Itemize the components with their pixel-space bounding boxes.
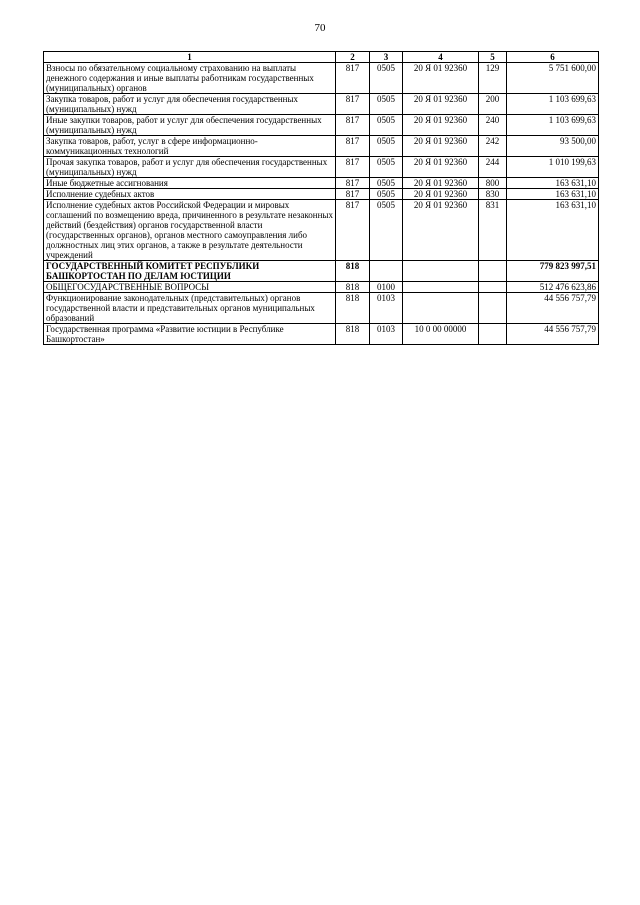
- table-cell-col-4: [403, 261, 479, 282]
- table-cell-col-4: 20 Я 01 92360: [403, 189, 479, 200]
- table-row: [44, 261, 599, 282]
- table-row: [44, 178, 599, 189]
- table-cell-col-5: [479, 324, 507, 345]
- table-cell-col-6: 1 103 699,63: [507, 94, 599, 115]
- table-cell-col-5: 830: [479, 189, 507, 200]
- table-cell-col-6: 1 010 199,63: [507, 157, 599, 178]
- table-cell-col-1: Функционирование законодательных (представительных) органов государственной власти и представительных органов муниципальных образований: [44, 293, 336, 324]
- table-cell-col-5: [479, 282, 507, 293]
- table-cell-col-4: 20 Я 01 92360: [403, 63, 479, 94]
- header-col-1: 1: [44, 52, 336, 63]
- table-cell-col-6: 163 631,10: [507, 178, 599, 189]
- table-cell-col-3: 0505: [370, 157, 403, 178]
- table-cell-col-3: 0505: [370, 115, 403, 136]
- table-cell-col-4: 10 0 00 00000: [403, 324, 479, 345]
- table-cell-col-2: 818: [336, 293, 370, 324]
- table-cell-col-2: 817: [336, 157, 370, 178]
- table-cell-col-5: 200: [479, 94, 507, 115]
- table-cell-col-4: 20 Я 01 92360: [403, 115, 479, 136]
- header-col-6: 6: [507, 52, 599, 63]
- table-cell-col-2: 817: [336, 178, 370, 189]
- table-cell-col-5: 244: [479, 157, 507, 178]
- table-cell-col-3: 0505: [370, 200, 403, 261]
- table-row: [44, 200, 599, 261]
- table-cell-col-3: 0505: [370, 178, 403, 189]
- header-col-2: 2: [336, 52, 370, 63]
- table-cell-col-1: Государственная программа «Развитие юстиции в Республике Башкортостан»: [44, 324, 336, 345]
- table-cell-col-3: 0100: [370, 282, 403, 293]
- table-cell-col-5: 129: [479, 63, 507, 94]
- table-cell-col-4: 20 Я 01 92360: [403, 200, 479, 261]
- table-cell-col-5: 242: [479, 136, 507, 157]
- table-cell-col-4: 20 Я 01 92360: [403, 178, 479, 189]
- table-cell-col-5: [479, 261, 507, 282]
- table-cell-col-4: 20 Я 01 92360: [403, 94, 479, 115]
- table-cell-col-2: 818: [336, 324, 370, 345]
- table-cell-col-5: [479, 293, 507, 324]
- table-cell-col-5: 831: [479, 200, 507, 261]
- table-cell-col-3: 0103: [370, 293, 403, 324]
- header-col-3: 3: [370, 52, 403, 63]
- table-cell-col-1: Иные закупки товаров, работ и услуг для обеспечения государственных (муниципальных) нужд: [44, 115, 336, 136]
- table-cell-col-4: [403, 293, 479, 324]
- table-cell-col-2: 818: [336, 282, 370, 293]
- table-cell-col-6: 163 631,10: [507, 200, 599, 261]
- table-cell-col-2: 818: [336, 261, 370, 282]
- header-col-5: 5: [479, 52, 507, 63]
- table-cell-col-4: 20 Я 01 92360: [403, 157, 479, 178]
- table-cell-col-3: 0505: [370, 189, 403, 200]
- table-cell-col-1: ГОСУДАРСТВЕННЫЙ КОМИТЕТ РЕСПУБЛИКИ БАШКОРТОСТАН ПО ДЕЛАМ ЮСТИЦИИ: [44, 261, 336, 282]
- table-row: [44, 293, 599, 324]
- table-cell-col-6: 1 103 699,63: [507, 115, 599, 136]
- header-col-4: 4: [403, 52, 479, 63]
- table-cell-col-2: 817: [336, 200, 370, 261]
- budget-table: [43, 51, 599, 345]
- table-cell-col-2: 817: [336, 136, 370, 157]
- table-cell-col-2: 817: [336, 115, 370, 136]
- table-cell-col-1: ОБЩЕГОСУДАРСТВЕННЫЕ ВОПРОСЫ: [44, 282, 336, 293]
- table-row: [44, 157, 599, 178]
- table-cell-col-3: 0505: [370, 136, 403, 157]
- table-cell-col-3: 0505: [370, 63, 403, 94]
- table-cell-col-6: 5 751 600,00: [507, 63, 599, 94]
- table-cell-col-2: 817: [336, 94, 370, 115]
- table-cell-col-3: [370, 261, 403, 282]
- page-number: 70: [314, 22, 326, 34]
- table-row: [44, 282, 599, 293]
- table-cell-col-1: Исполнение судебных актов Российской Федерации и мировых соглашений по возмещению вреда, причиненного в результате незаконных действий (бездействия) органов государственной власти (государственных органов), органов местного самоуправления либо должностных лиц этих органов, а также в результате деятельности учреждений: [44, 200, 336, 261]
- table-header-row: [44, 52, 599, 63]
- table-cell-col-6: 779 823 997,51: [507, 261, 599, 282]
- table-row: [44, 136, 599, 157]
- table-cell-col-1: Исполнение судебных актов: [44, 189, 336, 200]
- table-cell-col-2: 817: [336, 63, 370, 94]
- table-cell-col-6: 93 500,00: [507, 136, 599, 157]
- table-cell-col-1: Закупка товаров, работ и услуг для обеспечения государственных (муниципальных) нужд: [44, 94, 336, 115]
- table-cell-col-5: 800: [479, 178, 507, 189]
- table-cell-col-1: Закупка товаров, работ, услуг в сфере информационно-коммуникационных технологий: [44, 136, 336, 157]
- table-cell-col-6: 512 476 623,86: [507, 282, 599, 293]
- table-row: [44, 324, 599, 345]
- table-cell-col-1: Иные бюджетные ассигнования: [44, 178, 336, 189]
- table-body: [44, 63, 599, 345]
- table-cell-col-6: 44 556 757,79: [507, 324, 599, 345]
- table-row: [44, 115, 599, 136]
- table-row: [44, 94, 599, 115]
- table-cell-col-1: Прочая закупка товаров, работ и услуг для обеспечения государственных (муниципальных) нужд: [44, 157, 336, 178]
- table-cell-col-6: 44 556 757,79: [507, 293, 599, 324]
- table-cell-col-5: 240: [479, 115, 507, 136]
- table-row: [44, 189, 599, 200]
- table-cell-col-4: 20 Я 01 92360: [403, 136, 479, 157]
- table-cell-col-3: 0505: [370, 94, 403, 115]
- table-row: [44, 63, 599, 94]
- table-cell-col-2: 817: [336, 189, 370, 200]
- table-cell-col-1: Взносы по обязательному социальному страхованию на выплаты денежного содержания и иные выплаты работникам государственных (муниципальных) органов: [44, 63, 336, 94]
- table-cell-col-3: 0103: [370, 324, 403, 345]
- table-cell-col-6: 163 631,10: [507, 189, 599, 200]
- table-cell-col-4: [403, 282, 479, 293]
